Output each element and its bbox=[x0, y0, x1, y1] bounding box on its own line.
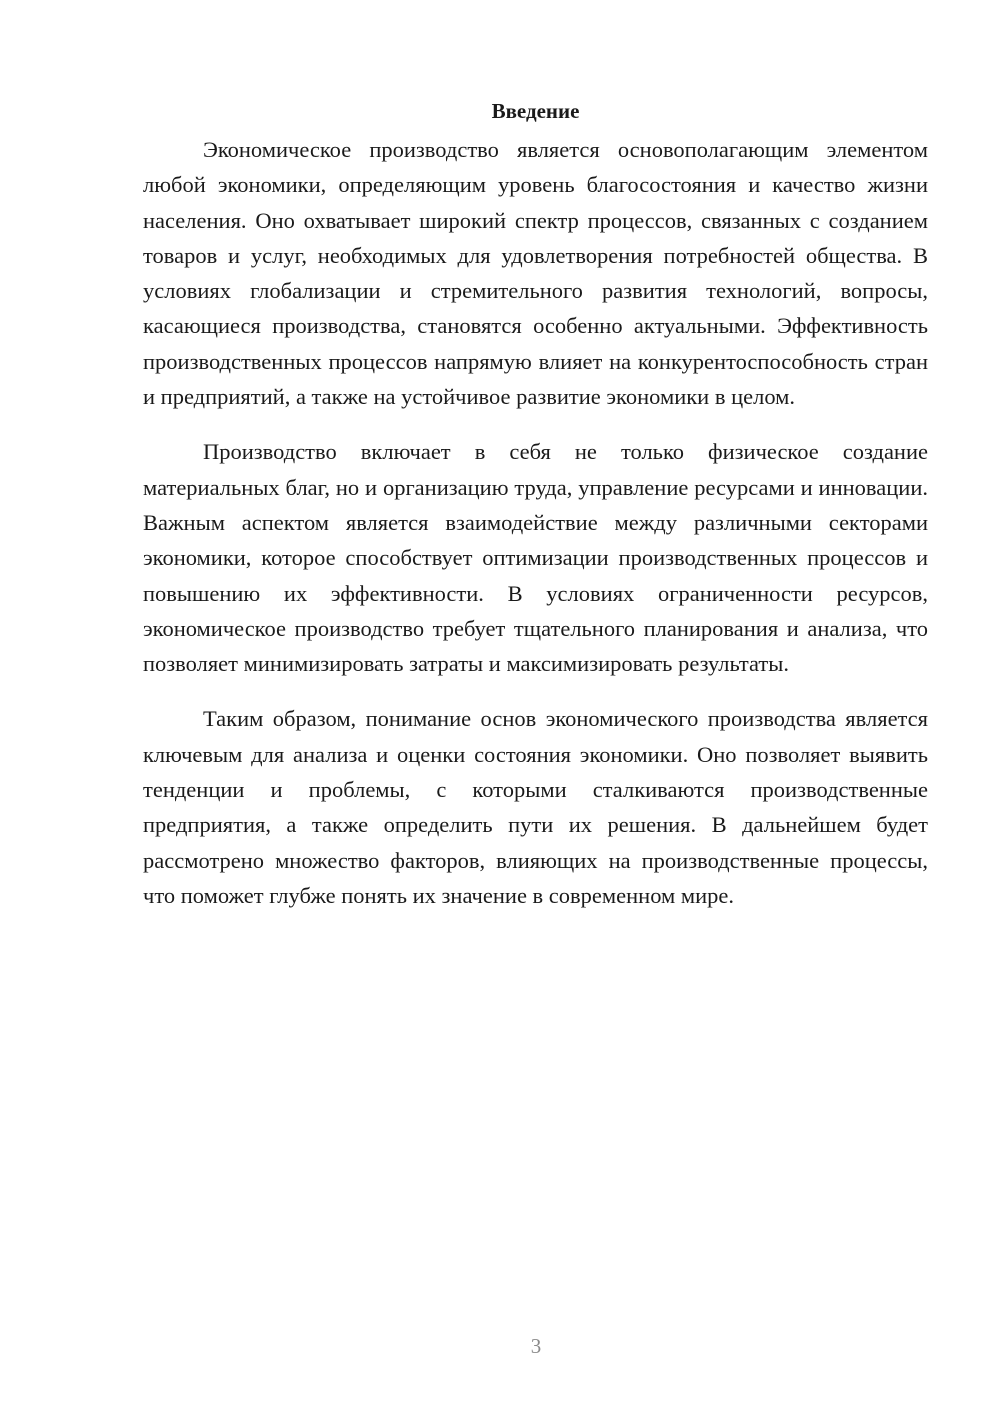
page-content bbox=[143, 96, 928, 913]
section-title: Введение bbox=[491, 99, 580, 123]
paragraph-3: Таким образом, понимание основ экономического производства является ключевым для анализа и оценки состояния экономики. Оно позволяет выявить тенденции и проблемы, с которыми сталкиваются производственные предприятия, а также определить пути их решения. В дальнейшем будет рассмотрено множество факторов, влияющих на производственные процессы, что поможет глубже понять их значение в современном мире. bbox=[143, 706, 928, 908]
paragraph-2: Производство включает в себя не только физическое создание материальных благ, но и организацию труда, управление ресурсами и инновации. Важным аспектом является взаимодействие между различными секторами экономики, которое способствует оптимизации производственных процессов и повышению их эффективности. В условиях ограниченности ресурсов, экономическое производство требует тщательного планирования и анализа, что позволяет минимизировать затраты и максимизировать результаты. bbox=[143, 439, 928, 677]
paragraph-1: Экономическое производство является основополагающим элементом любой экономики, определяющим уровень благосостояния и качество жизни населения. Оно охватывает широкий спектр процессов, связанных с созданием товаров и услуг, необходимых для удовлетворения потребностей общества. В условиях глобализации и стремительного развития технологий, вопросы, касающиеся производства, становятся особенно актуальными. Эффективность производственных процессов напрямую влияет на конкурентоспособность стран и предприятий, а также на устойчивое развитие экономики в целом. bbox=[143, 137, 928, 410]
page-number: 3 bbox=[530, 1334, 542, 1358]
